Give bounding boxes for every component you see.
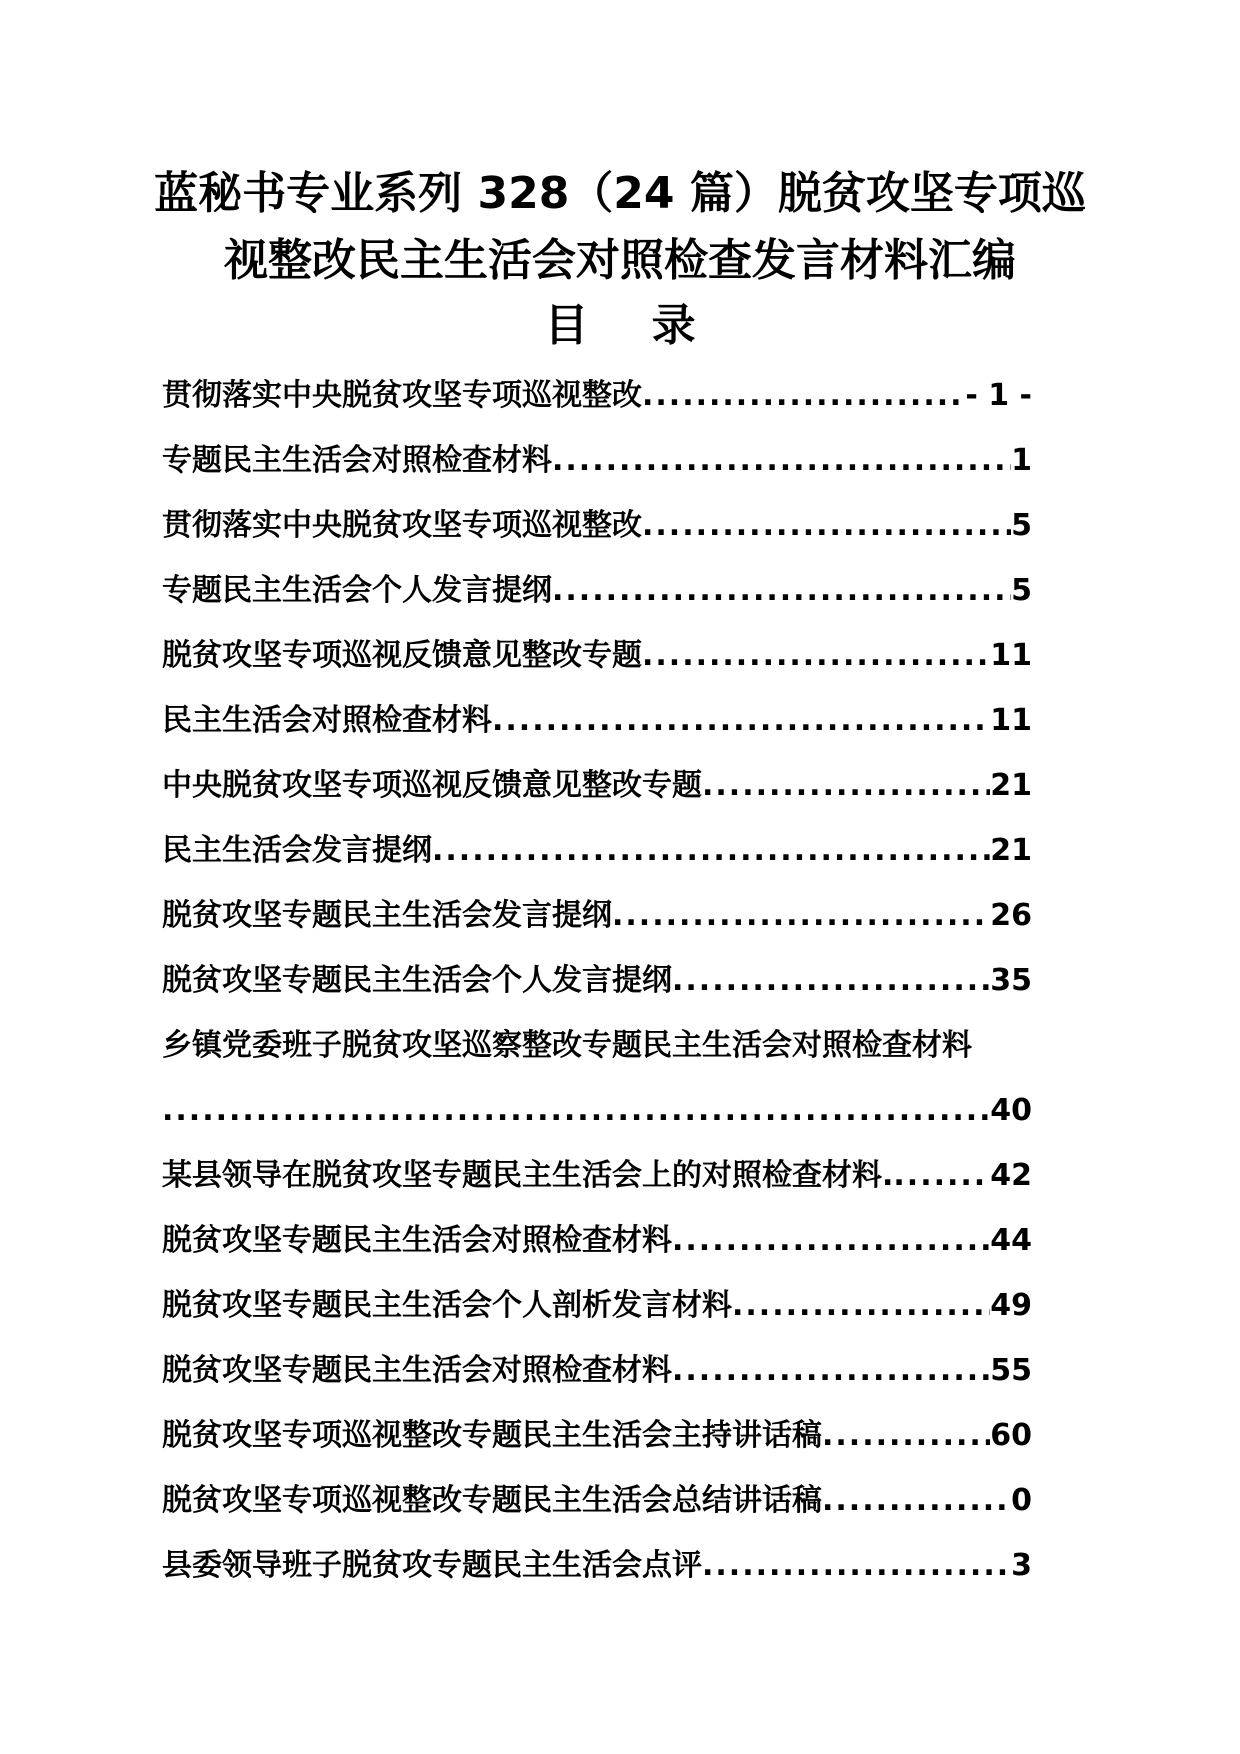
toc-entry-title: 脱贫攻坚专项巡视整改专题民主生活会总结讲话稿	[162, 1483, 822, 1518]
toc-entry-title: 专题民主生活会对照检查材料	[162, 443, 552, 478]
toc-entry[interactable]	[162, 688, 1032, 753]
toc-entry-title: 脱贫攻坚专题民主生活会个人剖析发言材料	[162, 1288, 732, 1323]
toc-leader-dots	[552, 558, 1011, 623]
toc-entry-page: 5	[1011, 573, 1032, 608]
toc-entry[interactable]	[162, 948, 1032, 1013]
toc-entry-title: 脱贫攻坚专题民主生活会发言提纲	[162, 898, 612, 933]
toc-entry-page: 21	[990, 768, 1032, 803]
toc-entry-title: 脱贫攻坚专题民主生活会对照检查材料	[162, 1353, 672, 1388]
toc-entry[interactable]	[162, 493, 1032, 558]
toc-entry-page: - 1 -	[965, 378, 1032, 413]
toc-entry-title: 脱贫攻坚专题民主生活会对照检查材料	[162, 1223, 672, 1258]
toc-heading: 目 录	[544, 300, 720, 351]
toc-entry[interactable]	[162, 428, 1032, 493]
toc-entry[interactable]	[162, 818, 1032, 883]
toc-entry-page: 3	[1011, 1548, 1032, 1583]
toc-entry[interactable]	[162, 1273, 1032, 1338]
toc-entry-title: 脱贫攻坚专项巡视整改专题民主生活会主持讲话稿	[162, 1418, 822, 1453]
toc-leader-dots	[552, 428, 1011, 493]
toc-entry[interactable]	[162, 623, 1032, 688]
toc-entry-page: 11	[990, 703, 1032, 738]
toc-entry-page: 44	[990, 1223, 1032, 1258]
toc-entry[interactable]	[162, 1533, 1032, 1598]
toc-entry[interactable]	[162, 1338, 1032, 1403]
toc-entry-title: 县委领导班子脱贫攻专题民主生活会点评	[162, 1548, 702, 1583]
toc-entry[interactable]	[162, 883, 1032, 948]
toc-leader-dots	[702, 753, 990, 818]
toc-entry[interactable]	[162, 1468, 1032, 1533]
document-title-line1: 蓝秘书专业系列 328（24 篇）脱贫攻坚专项巡	[154, 168, 1086, 219]
toc-entry-page: 26	[990, 898, 1032, 933]
toc-entry[interactable]	[162, 1403, 1032, 1468]
toc-entry-title: 乡镇党委班子脱贫攻坚巡察整改专题民主生活会对照检查材料	[162, 1028, 972, 1063]
toc-entry[interactable]	[162, 1143, 1032, 1208]
toc-entry[interactable]	[162, 1013, 1032, 1143]
toc-entry-page: 35	[990, 963, 1032, 998]
toc-entry-title: 贯彻落实中央脱贫攻坚专项巡视整改	[162, 508, 642, 543]
toc-leader-dots	[162, 1078, 990, 1143]
toc-entry-title: 脱贫攻坚专项巡视反馈意见整改专题	[162, 638, 642, 673]
toc-leader-dots	[492, 688, 990, 753]
toc-leader-dots	[672, 1338, 990, 1403]
toc-entry-page: 49	[990, 1288, 1032, 1323]
toc-entry-title: 某县领导在脱贫攻坚专题民主生活会上的对照检查材料.	[162, 1158, 894, 1193]
toc-entry-page: 0	[1011, 1483, 1032, 1518]
toc-leader-dots	[612, 883, 990, 948]
toc-entry-page: 42	[990, 1158, 1032, 1193]
toc-entry-page: 1	[1011, 443, 1032, 478]
toc-entry-page: 40	[990, 1093, 1032, 1128]
toc-entry-title: 民主生活会对照检查材料	[162, 703, 492, 738]
toc-leader-dots	[672, 948, 990, 1013]
toc-entry[interactable]	[162, 753, 1032, 818]
toc-entry[interactable]	[162, 558, 1032, 623]
toc-leader-dots	[822, 1468, 1011, 1533]
toc-leader-dots	[642, 363, 965, 428]
toc-leader-dots	[672, 1208, 990, 1273]
toc-leader-dots	[642, 493, 1011, 558]
toc-entry[interactable]	[162, 363, 1032, 428]
toc-entry-page: 5	[1011, 508, 1032, 543]
toc-leader-dots	[432, 818, 990, 883]
toc-entry-title: 贯彻落实中央脱贫攻坚专项巡视整改	[162, 378, 642, 413]
toc-entry-title: 专题民主生活会个人发言提纲	[162, 573, 552, 608]
toc-leader-dots	[702, 1533, 1011, 1598]
toc-leader-dots	[732, 1273, 990, 1338]
toc-entry[interactable]	[162, 1208, 1032, 1273]
table-of-contents	[162, 363, 1032, 1598]
toc-leader-dots	[822, 1403, 990, 1468]
document-title	[150, 160, 1090, 294]
toc-leader-dots	[893, 1143, 990, 1208]
toc-entry-page: 11	[990, 638, 1032, 673]
toc-entry-title: 中央脱贫攻坚专项巡视反馈意见整改专题	[162, 768, 702, 803]
toc-entry-page: 21	[990, 833, 1032, 868]
toc-entry-title: 脱贫攻坚专题民主生活会个人发言提纲	[162, 963, 672, 998]
toc-leader-dots	[642, 623, 990, 688]
toc-entry-title: 民主生活会发言提纲	[162, 833, 432, 868]
document-title-line2: 视整改民主生活会对照检查发言材料汇编	[224, 235, 1016, 286]
toc-entry-page: 60	[990, 1418, 1032, 1453]
toc-entry-page: 55	[990, 1353, 1032, 1388]
